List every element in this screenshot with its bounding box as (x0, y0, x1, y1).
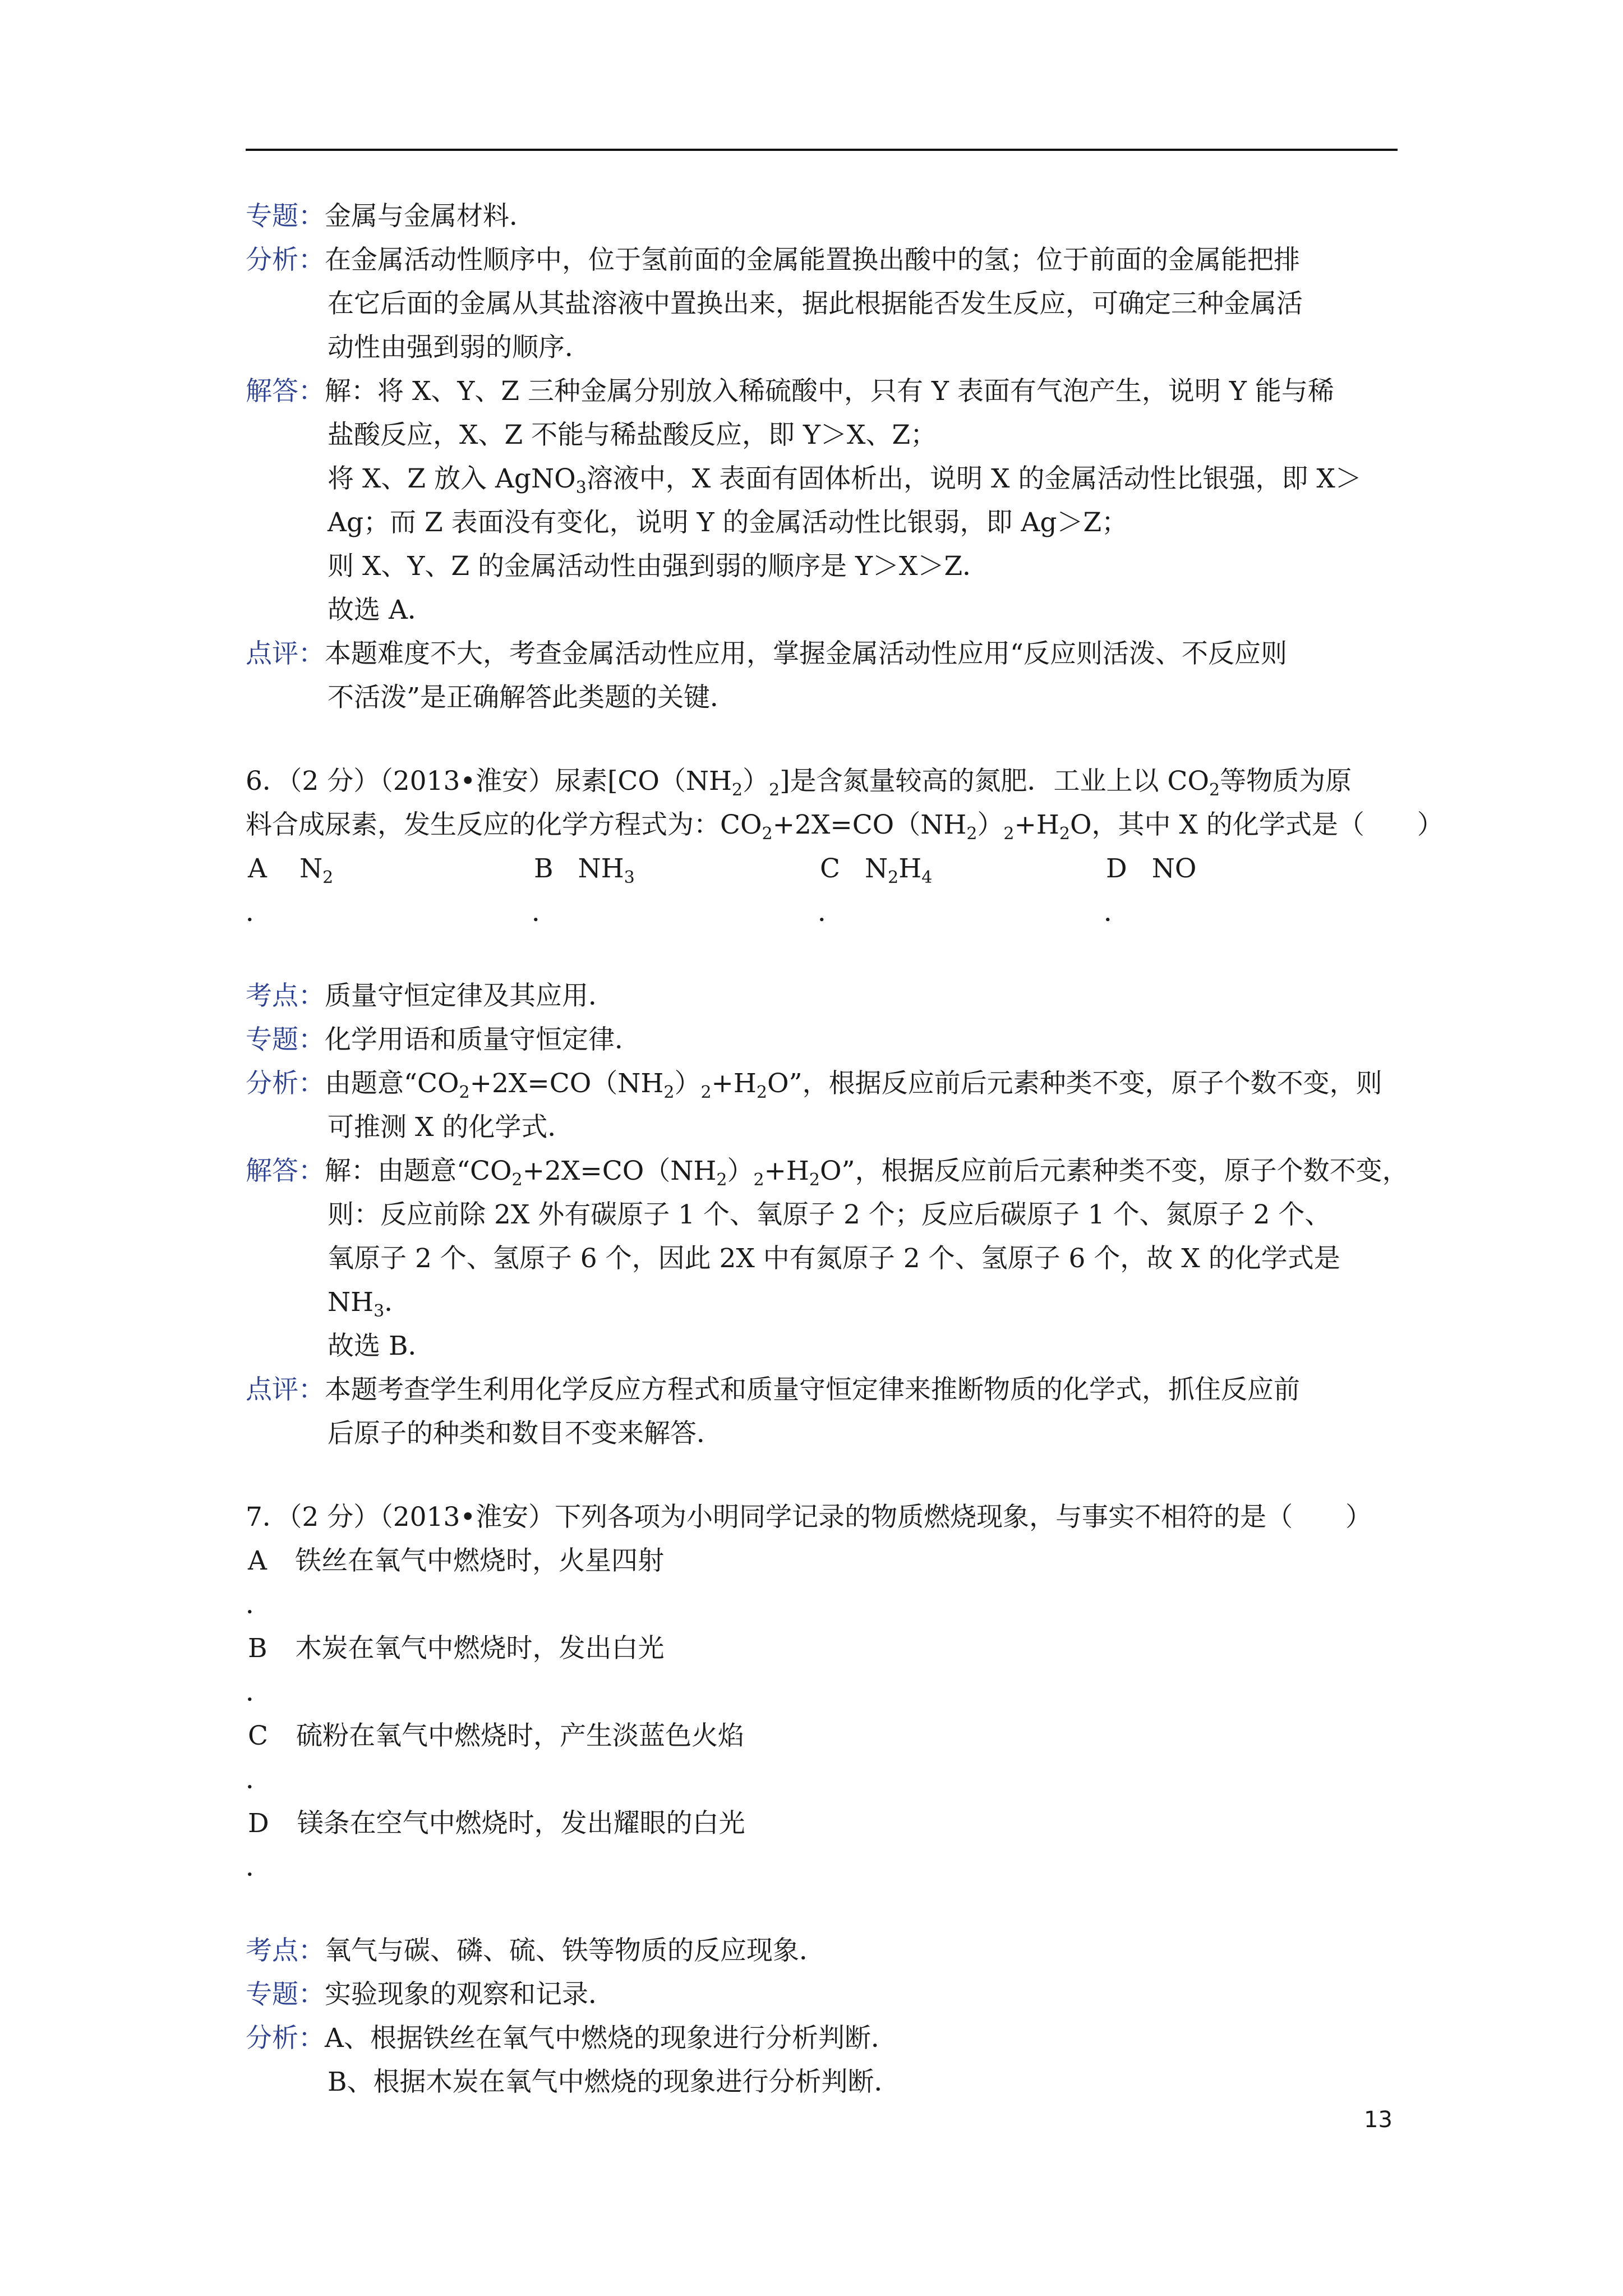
q6-option-d[interactable]: D NO (1106, 853, 1197, 884)
q7-zhuanti: 专题：实验现象的观察和记录． (246, 1979, 615, 2010)
q6-jieda-5: 故选 B． (328, 1331, 435, 1361)
q5-fenxi-2: 在它后面的金属从其盐溶液中置换出来，据此根据能否发生反应，可确定三种金属活 (328, 288, 1303, 319)
label-fenxi: 分析： (246, 245, 325, 275)
q5-fenxi-1: 分析：在金属活动性顺序中，位于氢前面的金属能置换出酸中的氢；位于前面的金属能把排 (246, 245, 1300, 275)
q6-jieda-2: 则：反应前除 2X 外有碳原子 1 个、氧原子 2 个；反应后碳原子 1 个、氮原子 2 个、 (328, 1199, 1331, 1230)
q5-jieda-6: 故选 A． (328, 595, 434, 625)
q5-jieda-1: 解答：解：将 X、Y、Z 三种金属分别放入稀硫酸中，只有 Y 表面有气泡产生，说明 Y 能与稀 (246, 376, 1334, 407)
q6-dianping-2: 后原子的种类和数目不变来解答． (328, 1418, 723, 1449)
q5-jieda-3: 将 X、Z 放入 AgNO$_3$溶液中，X 表面有固体析出，说明 X 的金属活动性比银强，即 X＞ (328, 463, 1362, 498)
q7-stem: 7．（2 分）（2013•淮安）下列各项为小明同学记录的物质燃烧现象，与事实不相符的是（ ） (246, 1502, 1372, 1533)
q6-stem-2: 料合成尿素，发生反应的化学方程式为：$CO_2+2X=CO(NH_2)_2+H_2O$，其中 X 的化学式是（ ） (246, 809, 1444, 844)
q7-option-b[interactable]: B 木炭在氧气中燃烧时，发出白光 (248, 1633, 665, 1664)
q6-dianping-1: 点评：本题考查学生利用化学反应方程式和质量守恒定律来推断物质的化学式，抓住反应前 (246, 1374, 1300, 1405)
q7-fenxi-2: B、根据木炭在氧气中燃烧的现象进行分析判断． (328, 2067, 901, 2097)
q7-option-c[interactable]: C 硫粉在氧气中燃烧时，产生淡蓝色火焰 (248, 1720, 744, 1751)
q7-option-d-dot: ． (246, 1852, 272, 1883)
label-zhuanti: 专题： (246, 201, 325, 232)
q6-fenxi-2: 可推测 X 的化学式． (328, 1112, 574, 1143)
q7-option-a[interactable]: A 铁丝在氧气中燃烧时，火星四射 (248, 1545, 664, 1576)
q6-stem-1: 6．（2 分）（2013•淮安）尿素$[CO(NH_2)_2]$是含氮量较高的氮肥．工业上以 $CO_2$等物质为原 (246, 766, 1352, 800)
q7-option-b-dot: ． (246, 1677, 272, 1708)
q6-option-c-dot: ． (818, 897, 844, 928)
q6-jieda-3: 氧原子 2 个、氢原子 6 个，因此 2X 中有氮原子 2 个、氢原子 6 个，故 X 的化学式是 (328, 1243, 1340, 1274)
q7-fenxi-1: 分析：A、根据铁丝在氧气中燃烧的现象进行分析判断． (246, 2023, 897, 2054)
q5-jieda-4: Ag；而 Z 表面没有变化，说明 Y 的金属活动性比银弱，即 Ag＞Z； (328, 507, 1128, 538)
q5-zhuanti: 专题：金属与金属材料． (246, 201, 536, 232)
q5-dianping-1: 点评：本题难度不大，考查金属活动性应用，掌握金属活动性应用“反应则活泼、不反应则 (246, 638, 1288, 669)
q6-option-c[interactable]: C $N_2H_4$ (820, 853, 933, 887)
header-rule (246, 149, 1398, 151)
q6-option-d-dot: ． (1104, 897, 1130, 928)
q5-jieda-5: 则 X、Y、Z 的金属活动性由强到弱的顺序是 Y＞X＞Z． (328, 551, 989, 582)
q6-fenxi-1: 分析：由题意“$CO_2+2X=CO(NH_2)_2+H_2O$”，根据反应前后元素种类不变，原子个数不变，则 (246, 1068, 1382, 1102)
page-number: 13 (1364, 2107, 1393, 2133)
label-dianping: 点评： (246, 638, 325, 669)
q7-option-c-dot: ． (246, 1764, 272, 1795)
q6-zhuanti: 专题：化学用语和质量守恒定律． (246, 1024, 641, 1055)
q6-option-b-dot: ． (532, 897, 558, 928)
q5-jieda-2: 盐酸反应，X、Z 不能与稀盐酸反应，即 Y＞X、Z； (328, 420, 937, 450)
q5-fenxi-3: 动性由强到弱的顺序． (328, 332, 591, 363)
q5-dianping-2: 不活泼”是正确解答此类题的关键． (328, 682, 737, 713)
q7-option-d[interactable]: D 镁条在空气中燃烧时，发出耀眼的白光 (248, 1808, 745, 1839)
q6-jieda-4: $NH_3$． (328, 1287, 411, 1321)
q6-kaodian: 考点：质量守恒定律及其应用． (246, 981, 615, 1011)
q7-option-a-dot: ． (246, 1589, 272, 1620)
q6-option-a-dot: ． (246, 897, 272, 928)
q6-option-b[interactable]: B $NH_3$ (534, 853, 635, 887)
label-jieda: 解答： (246, 376, 325, 407)
q6-jieda-1: 解答：解：由题意“$CO_2+2X=CO(NH_2)_2+H_2O$”，根据反应前后元素种类不变，原子个数不变， (246, 1156, 1409, 1190)
q6-option-a[interactable]: A $N_2$ (248, 853, 334, 887)
q7-kaodian: 考点：氧气与碳、磷、硫、铁等物质的反应现象． (246, 1935, 826, 1966)
